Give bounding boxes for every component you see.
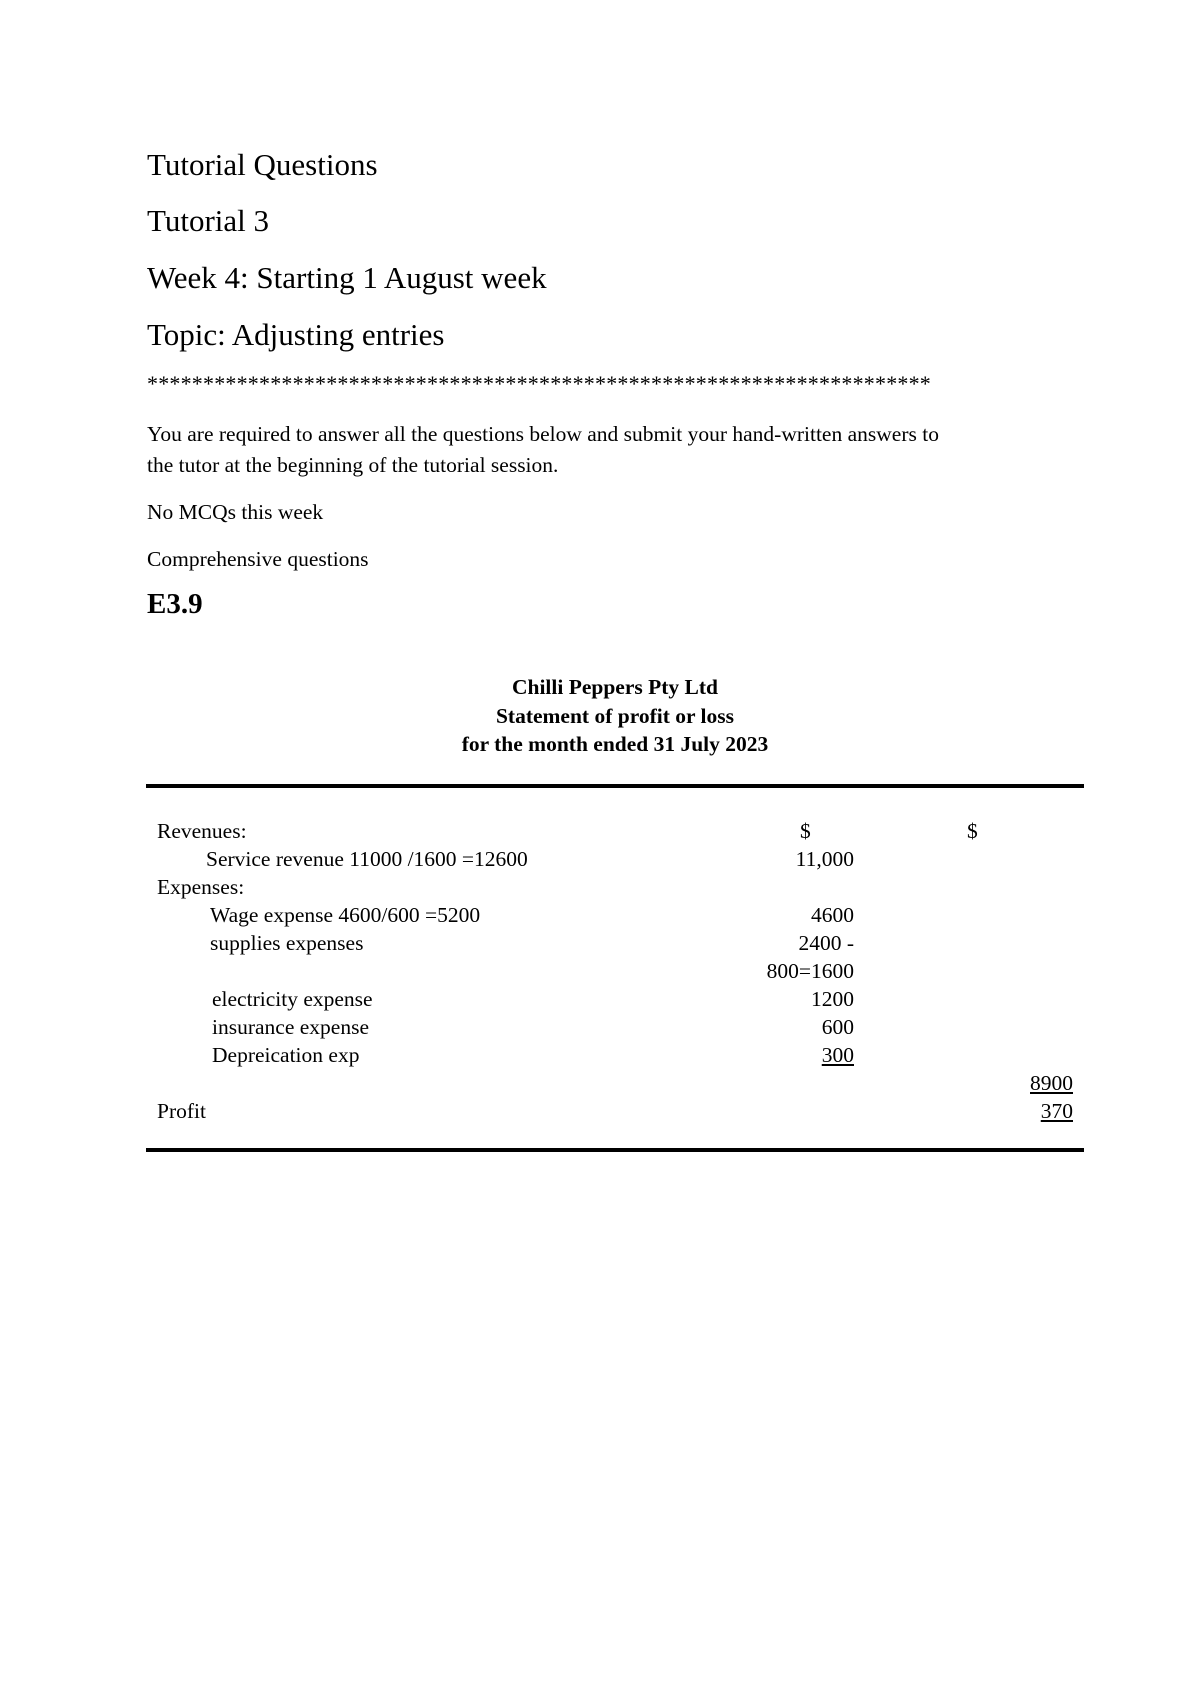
topic-line: Topic: Adjusting entries — [147, 317, 445, 352]
col2-header: $ — [967, 819, 978, 843]
depreciation-expense-label: Depreication exp — [212, 1043, 360, 1067]
service-revenue-label: Service revenue 11000 /1600 =12600 — [206, 847, 528, 871]
supplies-expense-amount-line2: 800=1600 — [766, 959, 854, 983]
depreciation-expense-amount: 300 — [821, 1043, 854, 1067]
top-rule — [146, 784, 1084, 788]
bottom-rule — [146, 1148, 1084, 1152]
statement-title: Statement of profit or loss — [495, 704, 735, 728]
supplies-expense-amount-line1: 2400 - — [798, 931, 854, 955]
comprehensive-label: Comprehensive questions — [147, 547, 369, 571]
no-mcq-note: No MCQs this week — [147, 500, 324, 524]
wage-expense-amount: 4600 — [811, 903, 854, 927]
week-line: Week 4: Starting 1 August week — [147, 260, 547, 295]
tutorial-number: Tutorial 3 — [147, 203, 270, 238]
profit-amount: 370 — [1040, 1099, 1073, 1123]
doc-title: Tutorial Questions — [147, 147, 378, 182]
statement-period: for the month ended 31 July 2023 — [461, 732, 769, 756]
insurance-expense-amount: 600 — [821, 1015, 854, 1039]
total-expenses-amount: 8900 — [1030, 1071, 1073, 1095]
instruction-line-2: the tutor at the beginning of the tutorial session. — [147, 453, 559, 477]
electricity-expense-label: electricity expense — [212, 987, 373, 1011]
electricity-expense-amount: 1200 — [811, 987, 854, 1011]
expenses-label: Expenses: — [157, 875, 245, 899]
instruction-line-1: You are required to answer all the questions below and submit your hand-written answers to — [147, 422, 939, 446]
wage-expense-label: Wage expense 4600/600 =5200 — [210, 903, 481, 927]
exercise-id: E3.9 — [147, 588, 203, 620]
service-revenue-amount: 11,000 — [795, 847, 854, 871]
statement-company: Chilli Peppers Pty Ltd — [511, 675, 719, 699]
insurance-expense-label: insurance expense — [212, 1015, 369, 1039]
star-separator: ********************************************************************** — [147, 371, 931, 396]
col1-header: $ — [800, 819, 811, 843]
profit-label: Profit — [157, 1099, 206, 1123]
revenues-label: Revenues: — [157, 819, 247, 843]
supplies-expense-label: supplies expenses — [210, 931, 364, 955]
